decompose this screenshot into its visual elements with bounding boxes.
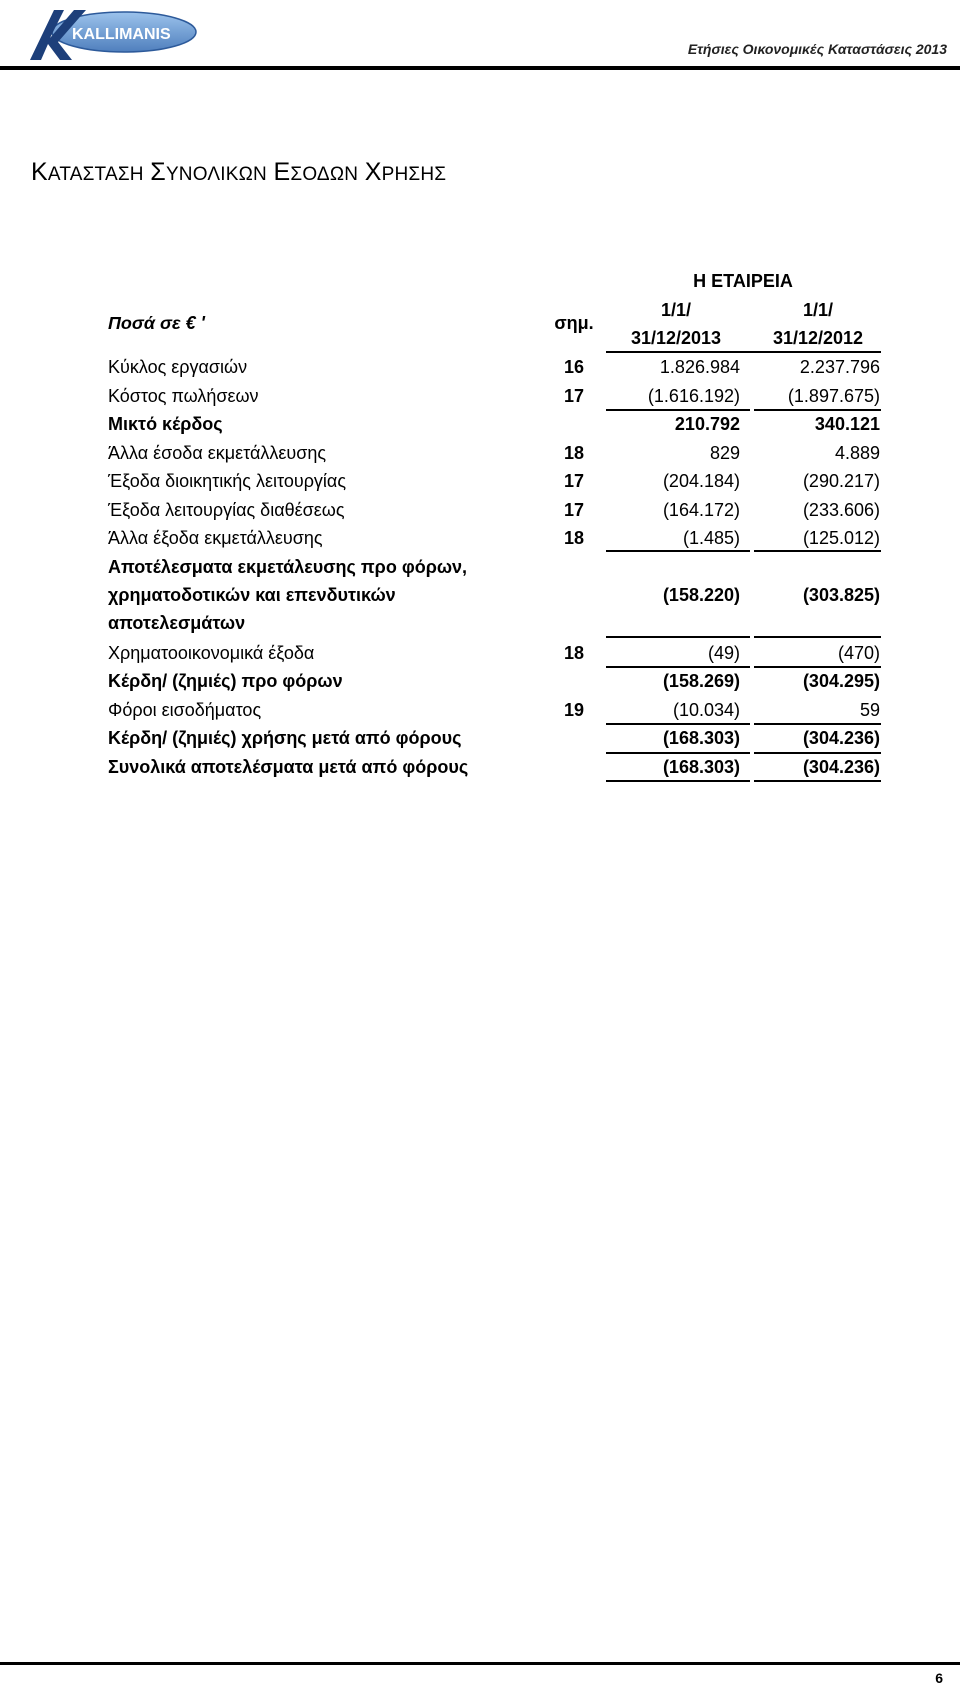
subtotal-underline bbox=[606, 409, 750, 411]
subtotal-underline bbox=[754, 666, 881, 668]
title-word-2-initial: Σ bbox=[150, 158, 166, 186]
title-word-3-initial: Ε bbox=[273, 158, 291, 186]
value-2013: (204.184) bbox=[662, 471, 740, 491]
page-number: 6 bbox=[935, 1670, 943, 1686]
value-2013: (164.172) bbox=[662, 500, 740, 520]
value-2013: 829 bbox=[709, 443, 740, 463]
total-underline bbox=[754, 752, 881, 754]
column-2012-header-line2: 31/12/2012 bbox=[772, 328, 864, 348]
total-underline bbox=[754, 780, 881, 782]
column-2013-header-line1: 1/1/ bbox=[660, 300, 692, 320]
company-column-header: Η ΕΤΑΙΡΕΙΑ bbox=[693, 271, 793, 291]
row-label: Έξοδα διοικητικής λειτουργίας bbox=[108, 471, 347, 491]
row-note: 17 bbox=[563, 471, 585, 491]
income-statement-table bbox=[0, 0, 960, 800]
value-2012: (470) bbox=[837, 643, 880, 663]
row-label: Μικτό κέρδος bbox=[108, 414, 223, 434]
row-note: 17 bbox=[563, 500, 585, 520]
row-label: Φόροι εισοδήματος bbox=[108, 700, 262, 720]
title-word-2-rest: ΥΝΟΛΙΚΩΝ bbox=[165, 164, 267, 185]
value-2013: 1.826.984 bbox=[659, 357, 740, 377]
row-note: 18 bbox=[563, 528, 585, 548]
value-2012: 340.121 bbox=[814, 414, 880, 434]
title-word-4-initial: Χ bbox=[364, 158, 382, 186]
subtotal-underline bbox=[754, 723, 881, 725]
subtotal-underline bbox=[606, 723, 750, 725]
row-label-line3: αποτελεσμάτων bbox=[108, 613, 246, 633]
value-2013: 210.792 bbox=[674, 414, 740, 434]
title-word-4-rest: ΡΗΣΗΣ bbox=[381, 164, 447, 185]
row-label: Άλλα έξοδα εκμετάλλευσης bbox=[108, 528, 323, 548]
value-2013: (1.485) bbox=[682, 528, 740, 548]
report-title: Ετήσιες Οικονομικές Καταστάσεις 2013 bbox=[687, 41, 947, 57]
row-note: 17 bbox=[563, 386, 585, 406]
row-label: Κύκλος εργασιών bbox=[108, 357, 248, 377]
value-2013: (158.220) bbox=[662, 585, 740, 605]
row-label: Κέρδη/ (ζημιές) χρήσης μετά από φόρους bbox=[108, 728, 462, 748]
header-underline bbox=[606, 351, 881, 353]
value-2013: (168.303) bbox=[662, 728, 740, 748]
value-2013: (1.616.192) bbox=[647, 386, 740, 406]
amounts-unit-label: Ποσά σε € ' bbox=[108, 313, 205, 333]
column-2012-header-line1: 1/1/ bbox=[802, 300, 834, 320]
value-2012: (304.236) bbox=[802, 757, 880, 777]
subtotal-underline bbox=[606, 636, 750, 638]
row-label-line2: χρηματοδοτικών και επενδυτικών bbox=[108, 585, 396, 605]
row-label: Χρηματοοικονομικά έξοδα bbox=[108, 643, 315, 663]
value-2012: (290.217) bbox=[802, 471, 880, 491]
row-label: Άλλα έσοδα εκμετάλλευσης bbox=[108, 443, 327, 463]
row-label: Κόστος πωλήσεων bbox=[108, 386, 259, 406]
value-2013: (158.269) bbox=[662, 671, 740, 691]
row-note: 18 bbox=[563, 643, 585, 663]
value-2012: (304.236) bbox=[802, 728, 880, 748]
value-2012: 4.889 bbox=[834, 443, 880, 463]
title-word-1-rest: ΑΤΑΣΤΑΣΗ bbox=[47, 164, 144, 185]
value-2013: (10.034) bbox=[672, 700, 740, 720]
row-note: 16 bbox=[563, 357, 585, 377]
subtotal-underline bbox=[754, 409, 881, 411]
value-2012: (233.606) bbox=[802, 500, 880, 520]
row-label: Συνολικά αποτελέσματα μετά από φόρους bbox=[108, 757, 469, 777]
footer-divider bbox=[0, 1662, 960, 1665]
row-label: Κέρδη/ (ζημιές) προ φόρων bbox=[108, 671, 343, 691]
value-2012: 2.237.796 bbox=[799, 357, 880, 377]
title-word-3-rest: ΣΟΔΩΝ bbox=[290, 164, 359, 185]
row-label: Έξοδα λειτουργίας διαθέσεως bbox=[108, 500, 345, 520]
subtotal-underline bbox=[754, 550, 881, 552]
total-underline bbox=[606, 780, 750, 782]
subtotal-underline bbox=[754, 636, 881, 638]
column-2013-header-line2: 31/12/2013 bbox=[630, 328, 722, 348]
note-column-header: σημ. bbox=[554, 313, 594, 333]
title-word-1-initial: Κ bbox=[31, 158, 48, 186]
row-label-line1: Αποτέλεσματα εκμετάλευσης προ φόρων, bbox=[108, 557, 468, 577]
subtotal-underline bbox=[606, 666, 750, 668]
value-2013: (168.303) bbox=[662, 757, 740, 777]
subtotal-underline bbox=[606, 550, 750, 552]
row-note: 19 bbox=[563, 700, 585, 720]
value-2012: (304.295) bbox=[802, 671, 880, 691]
logo-text: KALLIMANIS bbox=[72, 26, 171, 43]
value-2012: 59 bbox=[859, 700, 880, 720]
value-2012: (125.012) bbox=[802, 528, 880, 548]
value-2012: (303.825) bbox=[802, 585, 880, 605]
value-2013: (49) bbox=[707, 643, 740, 663]
row-note: 18 bbox=[563, 443, 585, 463]
value-2012: (1.897.675) bbox=[787, 386, 880, 406]
total-underline bbox=[606, 752, 750, 754]
